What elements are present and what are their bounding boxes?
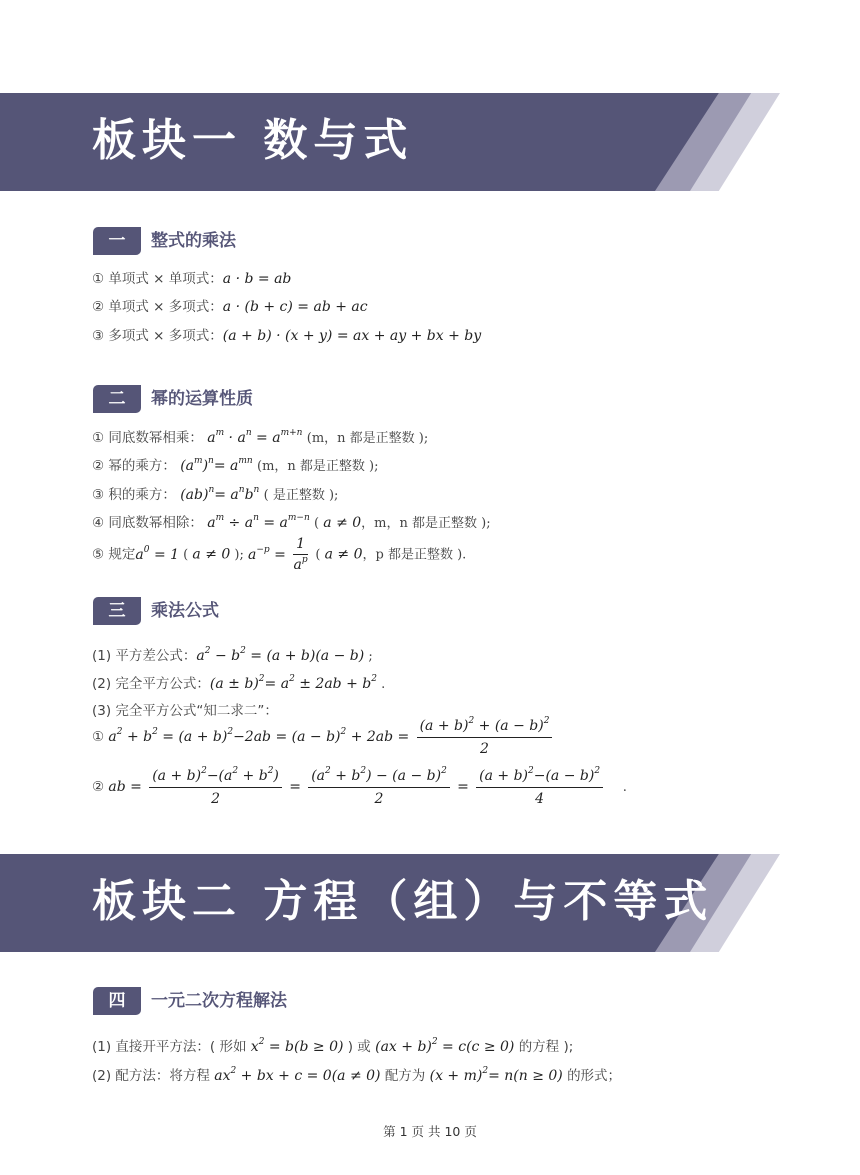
line-note: (m，n 都是正整数 );: [257, 459, 379, 474]
line-label: ⑤ 规定: [92, 546, 136, 563]
line-label: (1) 平方差公式：: [92, 648, 197, 664]
line-note: ，m，n 都是正整数 );: [361, 516, 491, 531]
formula-line: (2) 配方法：将方程 $ax^2$ + bx + c = 0(a ≠ 0) 配方为 $(x + m)^2= n(n \ge 0)$ 的形式；: [92, 1066, 622, 1084]
formula-line: ③ 多项式 × 多项式：(a + b) · (x + y) = ax + ay + bx + by: [92, 328, 482, 344]
line-label: ②: [92, 779, 105, 795]
line-label: (3) 完全平方公式“知二求二”：: [92, 703, 278, 719]
section-title: 一元二次方程解法: [151, 991, 287, 1011]
line-label: (2) 完全平方公式：: [92, 676, 210, 692]
section-title: 整式的乘法: [151, 231, 236, 251]
line-note: ( 是正整数 );: [263, 488, 339, 503]
line-label: ① 单项式 × 单项式：: [92, 271, 223, 287]
line-label: ①: [92, 729, 105, 745]
banner-title: 板块二 方程（组）与不等式: [92, 876, 714, 927]
banner-section-1: [0, 93, 860, 191]
banner-title: 板块一 数与式: [92, 115, 414, 166]
formula-line: ③ 积的乘方： $(ab)^n= a^nb^n$ ( 是正整数 );: [92, 485, 339, 503]
section-title: 幂的运算性质: [151, 389, 253, 409]
section-number: 二: [93, 385, 141, 413]
line-note: ，p 都是正整数 ).: [362, 547, 467, 563]
section-number: 一: [93, 227, 141, 255]
line-text: 的方程 );: [518, 1039, 574, 1055]
formula-line: (1) 直接开平方法：( 形如 $x^2 = b(b \ge 0)$ ) 或 (ax + b)$^2$ = c(c ≥ 0) 的方程 );: [92, 1037, 574, 1055]
formula-line: (1) 平方差公式：$a^2 - b^2 = (a + b)(a - b)$ ;: [92, 646, 373, 664]
line-text: 的形式；: [567, 1068, 622, 1084]
section-title: 乘法公式: [151, 601, 219, 621]
line-text: 配方为: [384, 1068, 426, 1084]
line-label: ① 同底数幂相乘：: [92, 430, 203, 446]
formula-line: ⑤ 规定$a^0 = 1$ ( a ≠ 0 ); $a^{-p}$ = $\frac{1}{a^p}$ ( a ≠ 0，p 都是正整数 ).: [92, 536, 467, 573]
formula-line: ② 单项式 × 多项式：a · (b + c) = ab + ac: [92, 299, 368, 315]
formula-line: ① $a^2 + b^2 = (a + b)^2-2ab = (a - b)^2 + 2ab$ = $\frac{(a + b)^2 + (a - b)^2}{2}$: [92, 716, 555, 758]
page-footer: 第 1 页 共 10 页: [383, 1124, 477, 1139]
line-label: ② 单项式 × 多项式：: [92, 299, 223, 315]
line-note: (m，n 都是正整数 );: [306, 431, 429, 446]
section-number: 三: [93, 597, 141, 625]
formula-line: ④ 同底数幂相除： $a^m \div a^n = a^{m-n}$ ( a ≠ 0，m，n 都是正整数 );: [92, 513, 491, 531]
line-label: (1) 直接开平方法：( 形如: [92, 1039, 247, 1055]
formula-line: ② ab = $\frac{(a + b)^2-(a^2 + b^2)}{2}$ = $\frac{(a^2 + b^2) - (a - b)^2}{2}$ = $\frac{(a + b)^2-(a - b)^2}{4}$ .: [92, 765, 627, 807]
line-label: ② 幂的乘方：: [92, 458, 176, 474]
section-number: 四: [93, 987, 141, 1015]
line-label: ③ 积的乘方：: [92, 487, 176, 503]
banner-section-2: [0, 854, 860, 952]
line-label: (2) 配方法：将方程: [92, 1068, 210, 1084]
formula-line: ① 单项式 × 单项式：a · b = ab: [92, 271, 292, 287]
line-label: ④ 同底数幂相除：: [92, 515, 203, 531]
formula-line: ② 幂的乘方： $(a^m)^n= a^{mn}$ (m，n 都是正整数 );: [92, 456, 379, 474]
formula-line: (2) 完全平方公式：$(a \pm b)^2= a^2 \pm 2ab + b^2$ .: [92, 674, 386, 692]
line-label: ③ 多项式 × 多项式：: [92, 328, 223, 344]
formula-line: ① 同底数幂相乘： $a^m \cdot a^n = a^{m+n}$ (m，n 都是正整数 );: [92, 428, 429, 446]
line-text: ) 或: [347, 1039, 371, 1055]
